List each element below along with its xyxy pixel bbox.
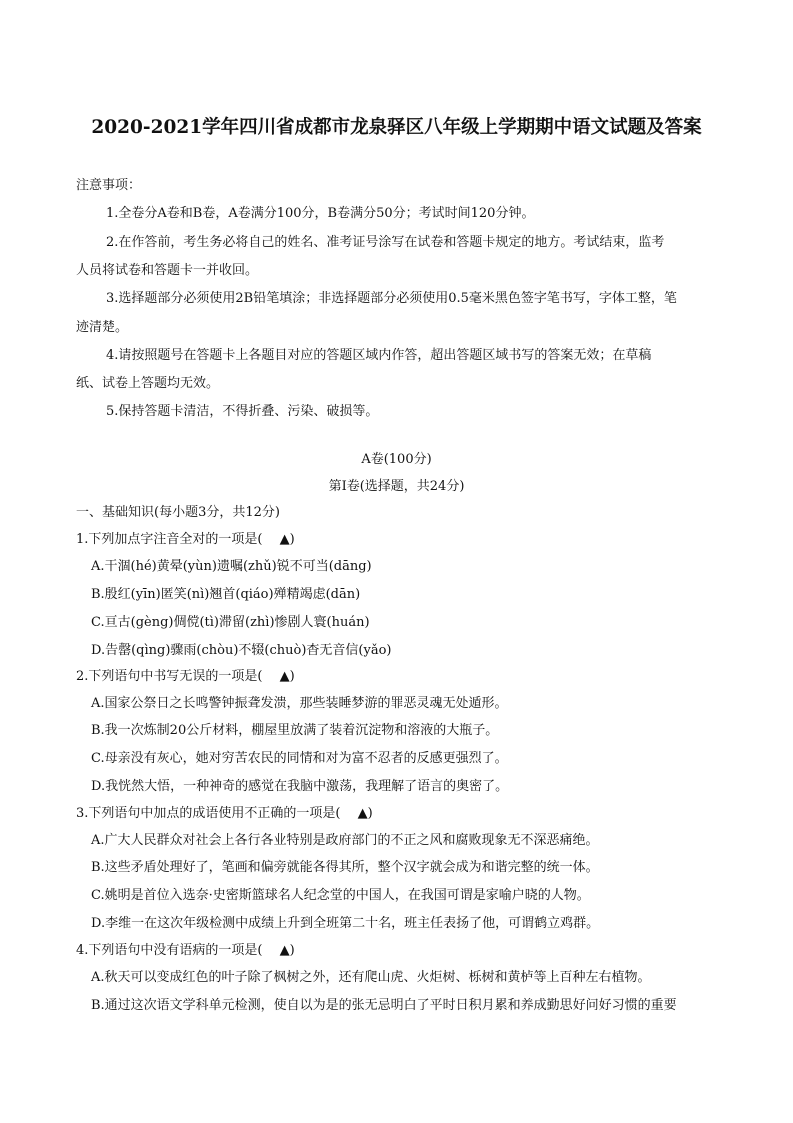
section-a-heading: A卷(100分)	[361, 452, 432, 467]
question-2-option-c: C.母亲没有灰心，她对穷苦农民的同情和对为富不忍者的反感更强烈了。	[91, 751, 508, 766]
note-3: 3.选择题部分必须使用2B铅笔填涂；非选择题部分必须使用0.5毫米黑色签字笔书写，字体工整，笔	[106, 291, 677, 306]
notes-heading: 注意事项：	[76, 178, 142, 193]
question-3-option-b: B.这些矛盾处理好了，笔画和偏旁就能各得其所，整个汉字就会成为和谐完整的统一体。	[91, 860, 599, 875]
question-2-option-b: B.我一次炼制20公斤材料，棚屋里放满了装着沉淀物和溶液的大瓶子。	[91, 723, 499, 738]
note-5: 5.保持答题卡清洁，不得折叠、污染、破损等。	[106, 404, 379, 419]
note-1: 1.全卷分A卷和B卷，A卷满分100分，B卷满分50分；考试时间120分钟。	[106, 206, 535, 221]
note-3-continued: 迹清楚。	[76, 320, 129, 335]
question-2-stem: 2.下列语句中书写无误的一项是( ▲)	[76, 669, 295, 684]
question-2-option-d: D.我恍然大悟，一种神奇的感觉在我脑中激荡，我理解了语言的奥密了。	[91, 779, 509, 794]
question-1-option-d: D.告罄(qìng)骤雨(chòu)不辍(chuò)杳无音信(yǎo)	[91, 643, 392, 658]
question-1-option-a: A.干涸(hé)黄晕(yùn)遗嘱(zhǔ)锐不可当(dāng)	[91, 559, 372, 574]
question-2-option-a: A.国家公祭日之长鸣警钟振聋发溃，那些装睡梦游的罪恶灵魂无处遁形。	[91, 696, 508, 711]
note-4: 4.请按照题号在答题卡上各题目对应的答题区域内作答，超出答题区域书写的答案无效；在草稿	[106, 348, 652, 363]
question-3-option-a: A.广大人民群众对社会上各行各业特别是政府部门的不正之风和腐败现象无不深恶痛绝。	[91, 833, 599, 848]
question-3-stem: 3.下列语句中加点的成语使用不正确的一项是( ▲)	[76, 806, 373, 821]
question-1-stem: 1.下列加点字注音全对的一项是( ▲)	[76, 532, 295, 547]
question-4-stem: 4.下列语句中没有语病的一项是( ▲)	[76, 943, 295, 958]
note-2: 2.在作答前，考生务必将自己的姓名、准考证号涂写在试卷和答题卡规定的地方。考试结束，监考	[106, 235, 665, 250]
note-4-continued: 纸、试卷上答题均无效。	[76, 376, 220, 391]
question-1-option-c: C.亘古(gèng)倜傥(tì)滞留(zhì)惨剧人寰(huán)	[91, 615, 370, 630]
question-1-option-b: B.殷红(yīn)匿笑(nì)翘首(qiáo)殚精竭虑(dān)	[91, 587, 361, 602]
question-3-option-d: D.李维一在这次年级检测中成绩上升到全班第二十名，班主任表扬了他，可谓鹤立鸡群。	[91, 916, 600, 931]
document-title: 2020-2021学年四川省成都市龙泉驿区八年级上学期期中语文试题及答案	[91, 117, 702, 138]
question-4-option-a: A.秋天可以变成红色的叶子除了枫树之外，还有爬山虎、火炬树、栎树和黄栌等上百种左右植物。	[91, 970, 651, 985]
part-1-heading: 第Ⅰ卷(选择题，共24分)	[328, 479, 465, 494]
question-3-option-c: C.姚明是首位入选奈·史密斯篮球名人纪念堂的中国人，在我国可谓是家喻户晓的人物。	[91, 888, 590, 903]
note-2-continued: 人员将试卷和答题卡一并收回。	[76, 263, 259, 278]
question-4-option-b: B.通过这次语文学科单元检测，使自以为是的张无忌明白了平时日积月累和养成勤思好问好习惯的重要	[91, 998, 677, 1013]
part-heading: 一、基础知识(每小题3分，共12分)	[76, 505, 280, 520]
